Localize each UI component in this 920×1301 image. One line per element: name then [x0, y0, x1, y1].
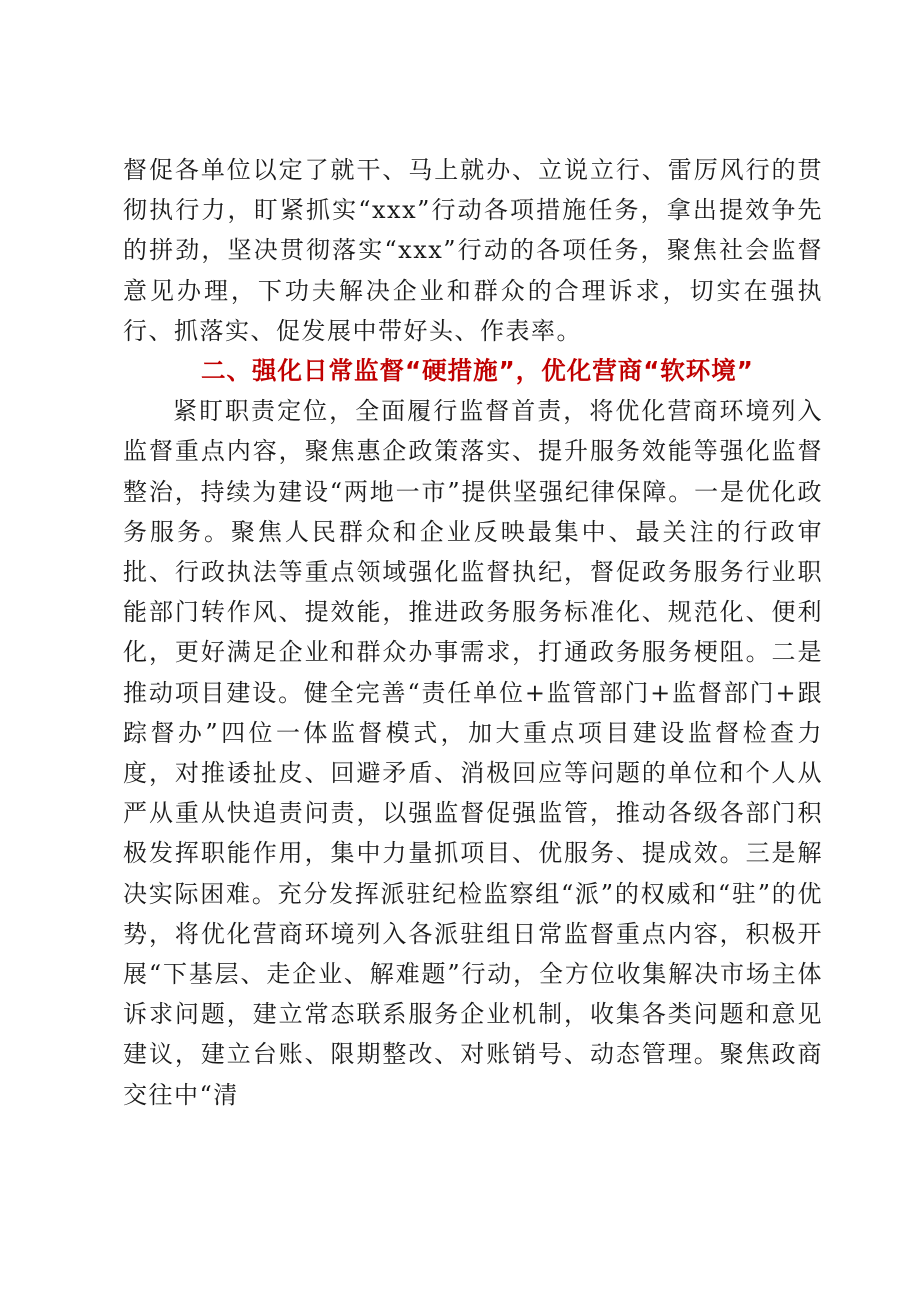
section-heading: 二、强化日常监督“硬措施”，优化营商“软环境” — [201, 356, 754, 386]
document-body — [123, 150, 823, 1115]
paragraph-continuation: 督促各单位以定了就干、马上就办、立说立行、雷厉风行的贯彻执行力，盯紧抓实“xxx”行动各项措施任务，拿出提效争先的拼劲，坚决贯彻落实“xxx”行动的各项任务，聚焦社会监督意见办理，下功夫解决企业和群众的合理诉求，切实在强执行、抓落实、促发展中带好头、作表率。 — [123, 156, 823, 345]
paragraph-section-body: 紧盯职责定位，全面履行监督首责，将优化营商环境列入监督重点内容，聚焦惠企政策落实、提升服务效能等强化监督整治，持续为建设“两地一市”提供坚强纪律保障。一是优化政务服务。聚焦人民群众和企业反映最集中、最关注的行政审批、行政执法等重点领域强化监督执纪，督促政务服务行业职能部门转作风、提效能，推进政务服务标准化、规范化、便利化，更好满足企业和群众办事需求，打通政务服务梗阻。二是推动项目建设。健全完善“责任单位+监管部门+监督部门+跟踪督办”四位一体监督模式，加大重点项目建设监督检查力度，对推诿扯皮、回避矛盾、消极回应等问题的单位和个人从严从重从快追责问责，以强监督促强监管，推动各级各部门积极发挥职能作用，集中力量抓项目、优服务、提成效。三是解决实际困难。充分发挥派驻纪检监察组“派”的权威和“驻”的优势，将优化营商环境列入各派驻组日常监督重点内容，积极开展“下基层、走企业、解难题”行动，全方位收集解决市场主体诉求问题，建立常态联系服务企业机制，收集各类问题和意见建议，建立台账、限期整改、对账销号、动态管理。聚焦政商交往中“清 — [123, 397, 823, 1109]
